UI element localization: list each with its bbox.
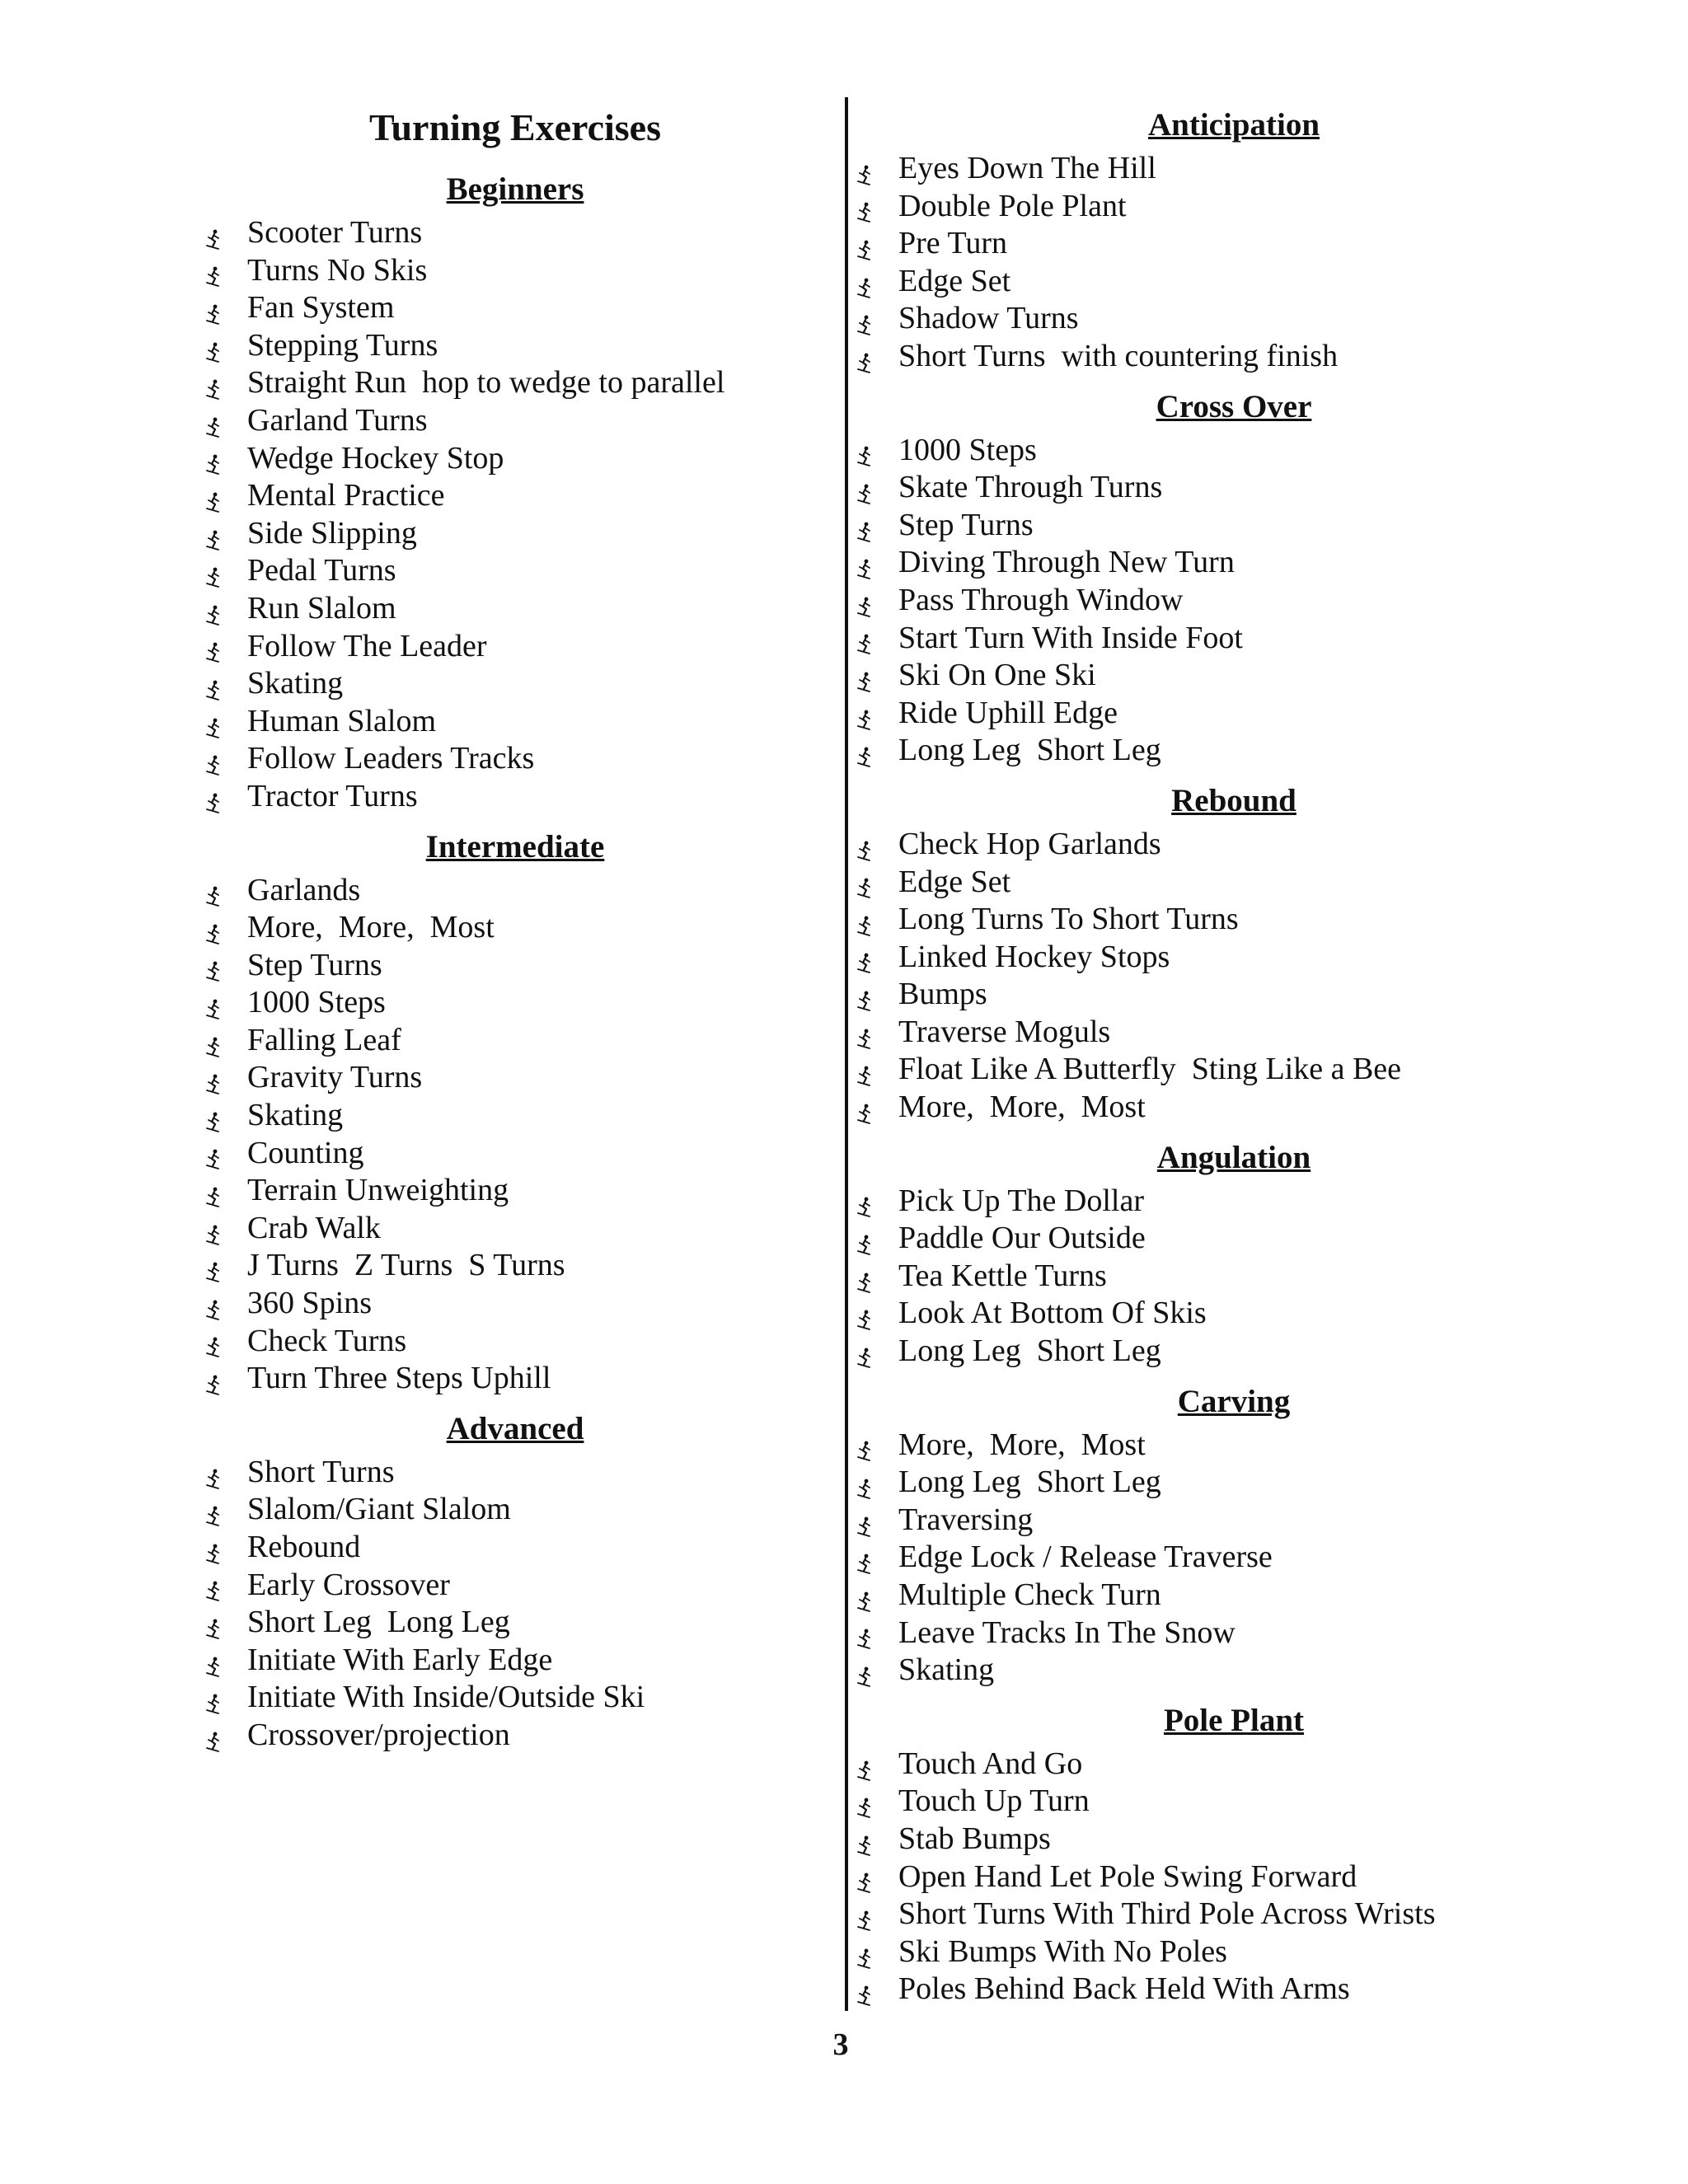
list-item (857, 1464, 1599, 1502)
list-item-label: Falling Leaf (247, 1022, 401, 1057)
list-item-label: Eyes Down The Hill (898, 151, 1156, 185)
list-item (857, 469, 1599, 507)
skier-icon (206, 1105, 221, 1127)
list-item (206, 703, 824, 741)
list-item (206, 909, 824, 947)
list-item-label: Initiate With Early Edge (247, 1642, 553, 1677)
list-item (206, 214, 824, 252)
exercise-list (206, 872, 824, 1398)
list-item-label: Scooter Turns (247, 215, 423, 250)
list-item-label: Shadow Turns (898, 301, 1079, 336)
section-angulation (857, 1133, 1599, 1371)
skier-icon (206, 560, 221, 582)
skier-icon (206, 598, 221, 620)
skier-icon (206, 1330, 221, 1352)
skier-icon (857, 909, 872, 930)
skier-icon (857, 590, 872, 612)
list-item (206, 872, 824, 910)
list-item (206, 1172, 824, 1210)
list-item-label: J Turns Z Turns S Turns (247, 1248, 565, 1283)
skier-icon (857, 1190, 872, 1212)
list-item-label: Skating (247, 1098, 344, 1133)
list-item (857, 1783, 1599, 1821)
list-item-label: Rebound (247, 1530, 361, 1564)
skier-icon (857, 834, 872, 855)
list-item-label: Terrain Unweighting (247, 1173, 509, 1208)
list-item (857, 1295, 1599, 1333)
list-item (857, 432, 1599, 470)
skier-icon (857, 740, 872, 762)
list-item (857, 300, 1599, 338)
list-item (206, 665, 824, 703)
list-item-label: More, More, Most (898, 1427, 1146, 1462)
skier-icon (857, 1059, 872, 1080)
skier-icon (857, 1942, 872, 1963)
list-item (857, 620, 1599, 658)
list-item (206, 1323, 824, 1361)
list-item (857, 976, 1599, 1014)
list-item (206, 1285, 824, 1323)
skier-icon (206, 1255, 221, 1277)
list-item-label: Follow Leaders Tracks (247, 741, 535, 776)
section-heading: Carving (1177, 1383, 1291, 1419)
skier-icon (206, 335, 221, 357)
list-item-label: Crossover/projection (247, 1717, 510, 1752)
list-item (857, 1577, 1599, 1615)
skier-icon (206, 223, 221, 244)
skier-icon (857, 477, 872, 499)
skier-icon (857, 627, 872, 649)
list-item-label: Gravity Turns (247, 1060, 423, 1095)
skier-icon (857, 1434, 872, 1455)
list-item-label: Pass Through Window (898, 582, 1184, 617)
list-item (857, 1933, 1599, 1971)
list-item (857, 188, 1599, 226)
list-item-label: Ski On One Ski (898, 658, 1096, 693)
list-item-label: Side Slipping (247, 515, 417, 551)
list-item-label: Step Turns (898, 507, 1034, 542)
section-heading: Rebound (1171, 782, 1296, 818)
list-item-label: Fan System (247, 290, 395, 326)
list-item-label: Pre Turn (898, 226, 1007, 261)
list-item (206, 1529, 824, 1567)
skier-icon (206, 1030, 221, 1052)
section-carving (857, 1377, 1599, 1690)
list-item-label: Ski Bumps With No Poles (898, 1933, 1227, 1969)
section-pole-plant (857, 1696, 1599, 2008)
list-item-label: Pedal Turns (247, 553, 396, 588)
list-item-label: More, More, Most (898, 1090, 1146, 1125)
list-item-label: Double Pole Plant (898, 188, 1127, 223)
list-item (206, 552, 824, 590)
list-item (857, 225, 1599, 263)
skier-icon (857, 984, 872, 1005)
column-divider (845, 97, 848, 2011)
list-item (206, 252, 824, 290)
skier-icon (206, 1537, 221, 1558)
list-item-label: Leave Tracks In The Snow (898, 1615, 1236, 1650)
skier-icon (206, 1067, 221, 1089)
list-item-label: Touch And Go (898, 1746, 1083, 1781)
skier-icon (857, 1097, 872, 1118)
list-item-label: Wedge Hockey Stop (247, 440, 504, 476)
skier-icon (857, 271, 872, 293)
list-item-label: Long Leg Short Leg (898, 1465, 1161, 1500)
skier-icon (857, 1341, 872, 1362)
skier-icon (857, 1022, 872, 1043)
list-item (857, 582, 1599, 620)
list-item-label: Poles Behind Back Held With Arms (898, 1971, 1350, 2007)
skier-icon (206, 1293, 221, 1315)
list-item-label: Ride Uphill Edge (898, 695, 1118, 730)
list-item (206, 364, 824, 402)
skier-icon (857, 1979, 872, 2000)
list-item (857, 1652, 1599, 1690)
skier-icon (857, 1622, 872, 1643)
skier-icon (206, 448, 221, 469)
skier-icon (206, 1218, 221, 1240)
list-item (206, 1567, 824, 1605)
skier-icon (206, 1180, 221, 1202)
skier-icon (857, 233, 872, 255)
skier-icon (857, 946, 872, 968)
list-item-label: Check Turns (247, 1323, 407, 1358)
skier-icon (206, 635, 221, 657)
list-item (206, 1642, 824, 1680)
skier-icon (857, 346, 872, 368)
list-item (206, 515, 824, 553)
skier-icon (206, 523, 221, 545)
skier-icon (206, 1462, 221, 1483)
section-heading: Cross Over (1156, 388, 1312, 424)
list-item-label: Short Turns with countering finish (898, 338, 1339, 373)
list-item (206, 1360, 824, 1398)
list-item (857, 263, 1599, 301)
skier-icon (857, 1754, 872, 1775)
list-item (857, 1539, 1599, 1577)
list-item-label: Turns No Skis (247, 252, 428, 288)
list-item (857, 1502, 1599, 1540)
list-item (206, 1210, 824, 1248)
skier-icon (206, 1499, 221, 1521)
list-item (857, 1051, 1599, 1089)
skier-icon (206, 260, 221, 281)
list-item (206, 947, 824, 985)
skier-icon (206, 917, 221, 939)
section-intermediate (206, 823, 824, 1398)
skier-icon (857, 1472, 872, 1493)
list-item (206, 740, 824, 778)
skier-icon (857, 1866, 872, 1887)
right-column (857, 101, 1599, 2008)
section-heading: Advanced (446, 1410, 584, 1446)
exercise-list (206, 214, 824, 816)
list-item-label: Garlands (247, 872, 361, 907)
skier-icon (857, 158, 872, 180)
page-number: 3 (832, 2027, 849, 2062)
list-item (206, 984, 824, 1022)
skier-icon (206, 1687, 221, 1708)
skier-icon (206, 748, 221, 770)
skier-icon (857, 1904, 872, 1925)
skier-icon (206, 1142, 221, 1164)
list-item-label: Crab Walk (247, 1210, 381, 1245)
list-item-label: Start Turn With Inside Foot (898, 620, 1243, 655)
list-item-label: Step Turns (247, 947, 382, 982)
list-item (857, 1896, 1599, 1933)
list-item-label: Short Turns With Third Pole Across Wrists (898, 1896, 1436, 1932)
skier-icon (857, 1266, 872, 1287)
skier-icon (857, 308, 872, 330)
list-item-label: Skate Through Turns (898, 470, 1163, 505)
exercise-list (857, 1746, 1599, 2008)
list-item (206, 778, 824, 816)
list-item-label: Skating (247, 666, 344, 701)
skier-icon (206, 373, 221, 394)
skier-icon (206, 1650, 221, 1671)
list-item (206, 327, 824, 365)
list-item-label: 1000 Steps (247, 985, 386, 1020)
skier-icon (857, 439, 872, 461)
list-item (857, 1615, 1599, 1652)
list-item (206, 1604, 824, 1642)
list-item (206, 477, 824, 515)
section-heading: Anticipation (1147, 107, 1320, 143)
skier-icon (206, 485, 221, 507)
list-item-label: Diving Through New Turn (898, 545, 1235, 580)
list-item (206, 440, 824, 478)
list-item-label: Open Hand Let Pole Swing Forward (898, 1858, 1357, 1894)
skier-icon (857, 1829, 872, 1850)
list-item-label: Mental Practice (247, 478, 445, 513)
section-heading: Beginners (446, 171, 584, 207)
list-item (857, 150, 1599, 188)
section-heading: Angulation (1156, 1139, 1311, 1175)
list-item (857, 1333, 1599, 1371)
exercise-list (857, 150, 1599, 376)
skier-icon (206, 1725, 221, 1746)
skier-icon (857, 703, 872, 724)
list-item-label: Initiate With Inside/Outside Ski (247, 1680, 645, 1715)
skier-icon (857, 1585, 872, 1606)
list-item (857, 507, 1599, 545)
list-item-label: Early Crossover (247, 1567, 450, 1602)
skier-icon (206, 879, 221, 901)
list-item (206, 1135, 824, 1173)
list-item-label: Edge Lock / Release Traverse (898, 1540, 1273, 1575)
list-item (857, 1746, 1599, 1783)
list-item-label: Long Turns To Short Turns (898, 902, 1239, 937)
list-item-label: Bumps (898, 977, 987, 1012)
list-item (206, 1022, 824, 1060)
section-rebound (857, 776, 1599, 1127)
list-item (857, 1858, 1599, 1896)
skier-icon (206, 954, 221, 976)
list-item-label: 360 Spins (247, 1286, 372, 1321)
list-item (857, 657, 1599, 695)
section-cross-over (857, 382, 1599, 770)
list-item (206, 1491, 824, 1529)
list-item-label: Paddle Our Outside (898, 1221, 1146, 1256)
list-item-label: Edge Set (898, 263, 1011, 298)
skier-icon (206, 410, 221, 432)
list-item (857, 1014, 1599, 1052)
list-item-label: 1000 Steps (898, 432, 1037, 467)
skier-icon (857, 1228, 872, 1249)
skier-icon (206, 786, 221, 808)
list-item-label: Human Slalom (247, 703, 437, 738)
list-item (857, 695, 1599, 733)
list-item (206, 289, 824, 327)
list-item-label: More, More, Most (247, 910, 495, 945)
list-item-label: Skating (898, 1652, 995, 1688)
list-item-label: Touch Up Turn (898, 1783, 1090, 1819)
list-item (857, 1258, 1599, 1296)
list-item-label: Stepping Turns (247, 327, 438, 363)
list-item (857, 1427, 1599, 1465)
list-item-label: Tractor Turns (247, 778, 418, 813)
list-item (206, 1454, 824, 1492)
list-item-label: Check Hop Garlands (898, 826, 1161, 861)
skier-icon (857, 515, 872, 537)
list-item (857, 1220, 1599, 1258)
list-item (857, 1089, 1599, 1127)
list-item (857, 1183, 1599, 1221)
skier-icon (857, 552, 872, 574)
exercise-list (857, 432, 1599, 770)
list-item (857, 544, 1599, 582)
list-item (857, 901, 1599, 939)
list-item (206, 1059, 824, 1097)
list-item (857, 864, 1599, 902)
skier-icon (206, 992, 221, 1014)
skier-icon (206, 1612, 221, 1633)
list-item-label: Tea Kettle Turns (898, 1258, 1107, 1293)
list-item-label: Slalom/Giant Slalom (247, 1492, 511, 1527)
list-item-label: Linked Hockey Stops (898, 939, 1170, 974)
list-item-label: Edge Set (898, 864, 1011, 899)
list-item (857, 939, 1599, 977)
list-item (857, 1821, 1599, 1858)
skier-icon (857, 195, 872, 217)
skier-icon (857, 1791, 872, 1812)
exercise-list (857, 1427, 1599, 1690)
section-heading: Pole Plant (1163, 1702, 1305, 1738)
section-anticipation (857, 101, 1599, 376)
skier-icon (206, 673, 221, 695)
list-item-label: Long Leg Short Leg (898, 1333, 1161, 1369)
list-item-label: Traversing (898, 1502, 1034, 1537)
skier-icon (857, 665, 872, 687)
skier-icon (206, 1574, 221, 1596)
list-item (206, 1717, 824, 1755)
list-item (857, 1971, 1599, 2008)
left-column (206, 165, 824, 1755)
exercise-list (857, 826, 1599, 1127)
list-item-label: Short Leg Long Leg (247, 1605, 510, 1640)
exercise-list (857, 1183, 1599, 1371)
list-item (857, 732, 1599, 770)
list-item-label: Run Slalom (247, 590, 396, 626)
section-heading: Intermediate (425, 828, 605, 865)
list-item-label: Float Like A Butterfly Sting Like a Bee (898, 1052, 1402, 1087)
list-item-label: Long Leg Short Leg (898, 733, 1161, 768)
list-item (206, 1097, 824, 1135)
list-item (206, 402, 824, 440)
list-item-label: Follow The Leader (247, 628, 487, 663)
list-item (206, 1679, 824, 1717)
list-item (857, 826, 1599, 864)
list-item-label: Look At Bottom Of Skis (898, 1296, 1207, 1331)
list-item (206, 590, 824, 628)
list-item-label: Straight Run hop to wedge to parallel (247, 365, 725, 401)
skier-icon (857, 1303, 872, 1324)
exercise-list (206, 1454, 824, 1755)
list-item-label: Multiple Check Turn (898, 1577, 1161, 1612)
skier-icon (206, 711, 221, 733)
skier-icon (206, 1368, 221, 1390)
page-title: Turning Exercises (368, 106, 661, 148)
list-item (206, 628, 824, 666)
section-beginners (206, 165, 824, 816)
skier-icon (857, 1660, 872, 1681)
list-item-label: Garland Turns (247, 402, 428, 438)
skier-icon (206, 298, 221, 319)
list-item-label: Stab Bumps (898, 1821, 1051, 1856)
skier-icon (857, 1510, 872, 1531)
list-item-label: Traverse Moguls (898, 1014, 1111, 1049)
skier-icon (857, 871, 872, 893)
list-item-label: Short Turns (247, 1454, 395, 1489)
skier-icon (857, 1547, 872, 1568)
list-item (857, 338, 1599, 376)
section-advanced (206, 1404, 824, 1755)
list-item-label: Turn Three Steps Uphill (247, 1361, 551, 1396)
list-item-label: Pick Up The Dollar (898, 1183, 1144, 1218)
list-item-label: Counting (247, 1135, 364, 1170)
list-item (206, 1247, 824, 1285)
